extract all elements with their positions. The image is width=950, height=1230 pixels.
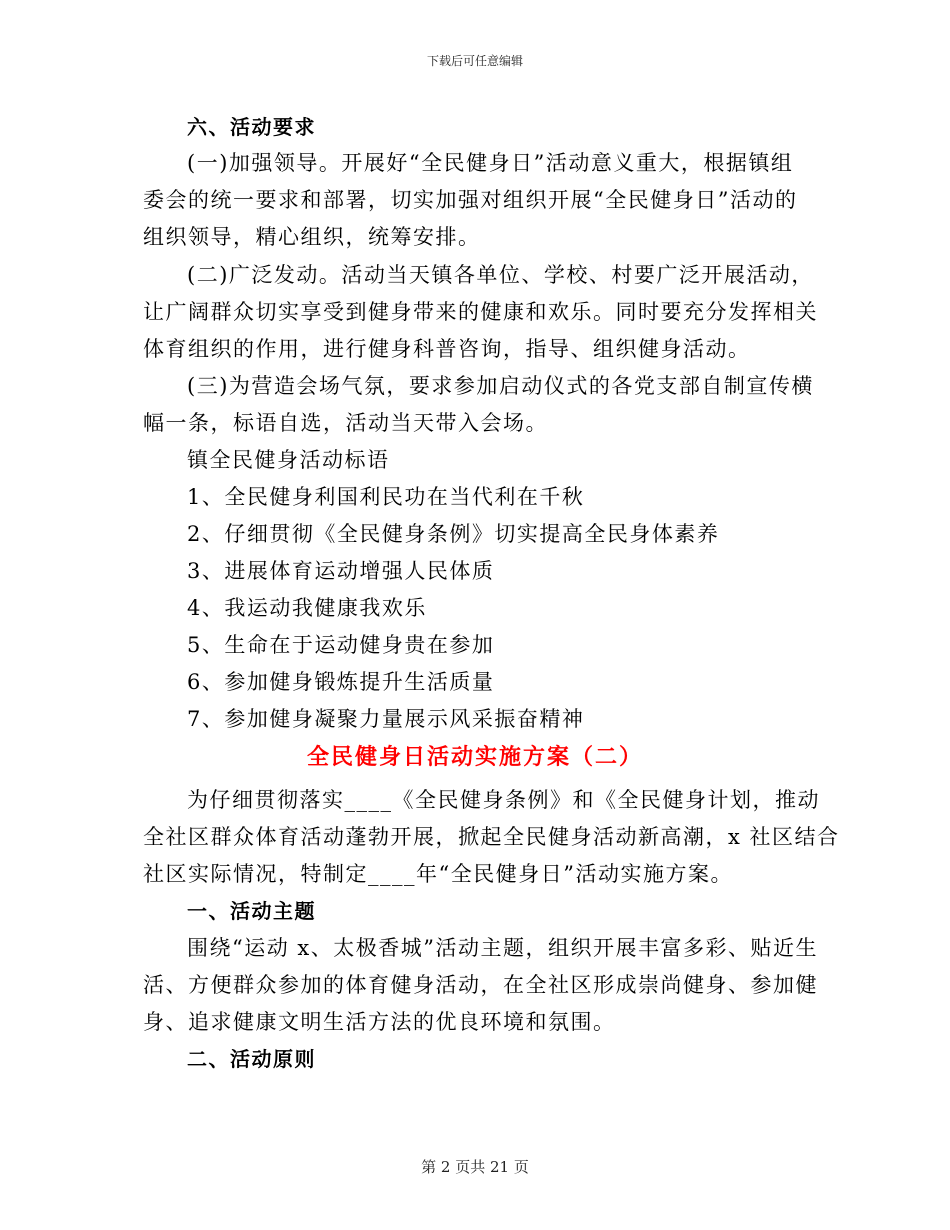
slogan-heading: 镇全民健身活动标语 <box>187 448 390 472</box>
paragraph-line: 围绕“运动 x、太极香城”活动主题，组织开展丰富多彩、贴近生 <box>187 936 818 960</box>
slogan-item: 1、全民健身利国利民功在当代利在千秋 <box>187 485 585 509</box>
paragraph-line: 社区实际情况，特制定____年“全民健身日”活动实施方案。 <box>143 862 733 886</box>
paragraph-line: (三)为营造会场气氛，要求参加启动仪式的各党支部自制宣传横 <box>187 374 814 398</box>
document-title: 全民健身日活动实施方案（二） <box>306 745 643 770</box>
paragraph-line: 全社区群众体育活动蓬勃开展，掀起全民健身活动新高潮，x 社区结合 <box>143 825 840 849</box>
paragraph-line: (一)加强领导。开展好“全民健身日”活动意义重大，根据镇组 <box>187 151 794 175</box>
paragraph-line: 让广阔群众切实享受到健身带来的健康和欢乐。同时要充分发挥相关 <box>143 300 818 324</box>
slogan-item: 7、参加健身凝聚力量展示风采振奋精神 <box>187 707 585 731</box>
paragraph-line: (二)广泛发动。活动当天镇各单位、学校、村要广泛开展活动， <box>187 263 814 287</box>
slogan-item: 6、参加健身锻炼提升生活质量 <box>187 670 495 694</box>
slogan-item: 3、进展体育运动增强人民体质 <box>187 559 495 583</box>
paragraph-line: 身、追求健康文明生活方法的优良环境和氛围。 <box>143 1010 616 1034</box>
paragraph-line: 组织领导，精心组织，统筹安排。 <box>143 225 481 249</box>
slogan-item: 5、生命在于运动健身贵在参加 <box>187 633 495 657</box>
slogan-item: 4、我运动我健康我欢乐 <box>187 596 427 620</box>
section-heading: 一、活动主题 <box>187 899 316 923</box>
paragraph-line: 委会的统一要求和部署，切实加强对组织开展“全民健身日”活动的 <box>143 188 798 212</box>
section-heading: 二、活动原则 <box>187 1047 316 1071</box>
paragraph-line: 活、方便群众参加的体育健身活动，在全社区形成崇尚健身、参加健 <box>143 973 818 997</box>
paragraph-line: 幅一条，标语自选，活动当天带入会场。 <box>143 411 548 435</box>
page-footer: 第 2 页共 21 页 <box>421 1158 529 1176</box>
paragraph-line: 为仔细贯彻落实____《全民健身条例》和《全民健身计划，推动 <box>187 788 820 812</box>
section-heading: 六、活动要求 <box>187 115 316 139</box>
slogan-item: 2、仔细贯彻《全民健身条例》切实提高全民身体素养 <box>187 522 720 546</box>
paragraph-line: 体育组织的作用，进行健身科普咨询，指导、组织健身活动。 <box>143 337 751 361</box>
page-header: 下载后可任意编辑 <box>426 54 523 68</box>
